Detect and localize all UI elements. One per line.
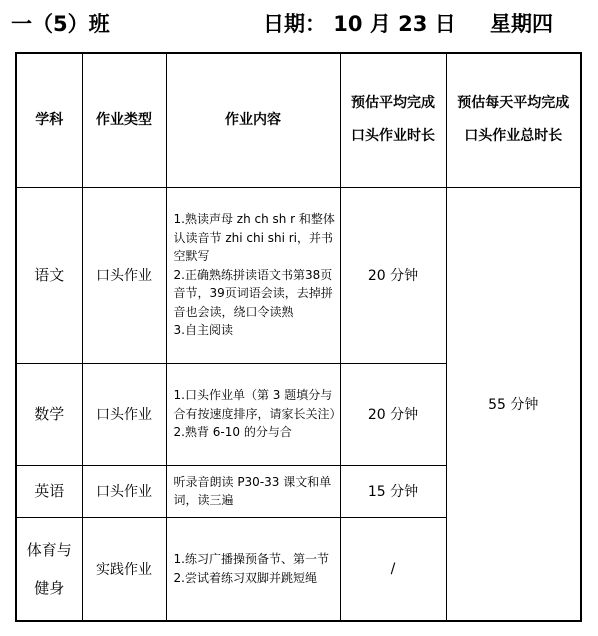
subject-cell: 语文 [16, 187, 82, 363]
column-header-total-time [446, 53, 581, 187]
content-line: 2.熟背 6-10 的分与合 [173, 425, 292, 440]
type-cell: 口头作业 [82, 187, 166, 363]
table-header-row [16, 53, 581, 187]
column-header-subject: 学科 [16, 53, 82, 187]
page-header [0, 0, 598, 52]
content-line: 1.熟读声母 zh ch sh r 和整体认读音节 zhi chi shi ri，并书空默写 [173, 212, 335, 264]
content-cell [166, 363, 340, 465]
time-cell: 20 分钟 [340, 363, 446, 465]
total-time-cell: 55 分钟 [446, 187, 581, 621]
content-line: 1.练习广播操预备节、第一节 [173, 552, 329, 567]
column-header-type: 作业类型 [82, 53, 166, 187]
type-cell: 口头作业 [82, 363, 166, 465]
subject-cell [16, 517, 82, 621]
content-line: 1.口头作业单（第 3 题填分与合有按速度排序，请家长关注） [173, 388, 342, 421]
time-cell: 15 分钟 [340, 465, 446, 517]
column-header-avg-time-text: 预估平均完成口头作业时长 [351, 95, 435, 145]
date-label: 日期： 10 月 23 日 [263, 12, 456, 36]
column-header-content: 作业内容 [166, 53, 340, 187]
homework-table [15, 52, 582, 622]
content-line: 3.自主阅读 [173, 323, 233, 338]
subject-text: 体育与健身 [26, 540, 72, 597]
subject-cell: 数学 [16, 363, 82, 465]
weekday-label: 星期四 [490, 12, 553, 36]
column-header-total-time-text: 预估每天平均完成口头作业总时长 [457, 95, 570, 145]
time-cell: / [340, 517, 446, 621]
subject-cell: 英语 [16, 465, 82, 517]
type-cell: 口头作业 [82, 465, 166, 517]
column-header-avg-time [340, 53, 446, 187]
content-cell [166, 465, 340, 517]
table-row-chinese [16, 187, 581, 363]
type-cell: 实践作业 [82, 517, 166, 621]
content-line: 2.尝试着练习双脚并跳短绳 [173, 570, 317, 585]
time-cell: 20 分钟 [340, 187, 446, 363]
content-cell [166, 187, 340, 363]
content-cell [166, 517, 340, 621]
class-label: 一（5）班 [11, 12, 110, 36]
content-line: 听录音朗读 P30-33 课文和单词，读三遍 [173, 474, 332, 507]
content-line: 2.正确熟练拼读语文书第38页音节，39页词语会读，去掉拼音也会读，绕口令读熟 [173, 267, 333, 319]
